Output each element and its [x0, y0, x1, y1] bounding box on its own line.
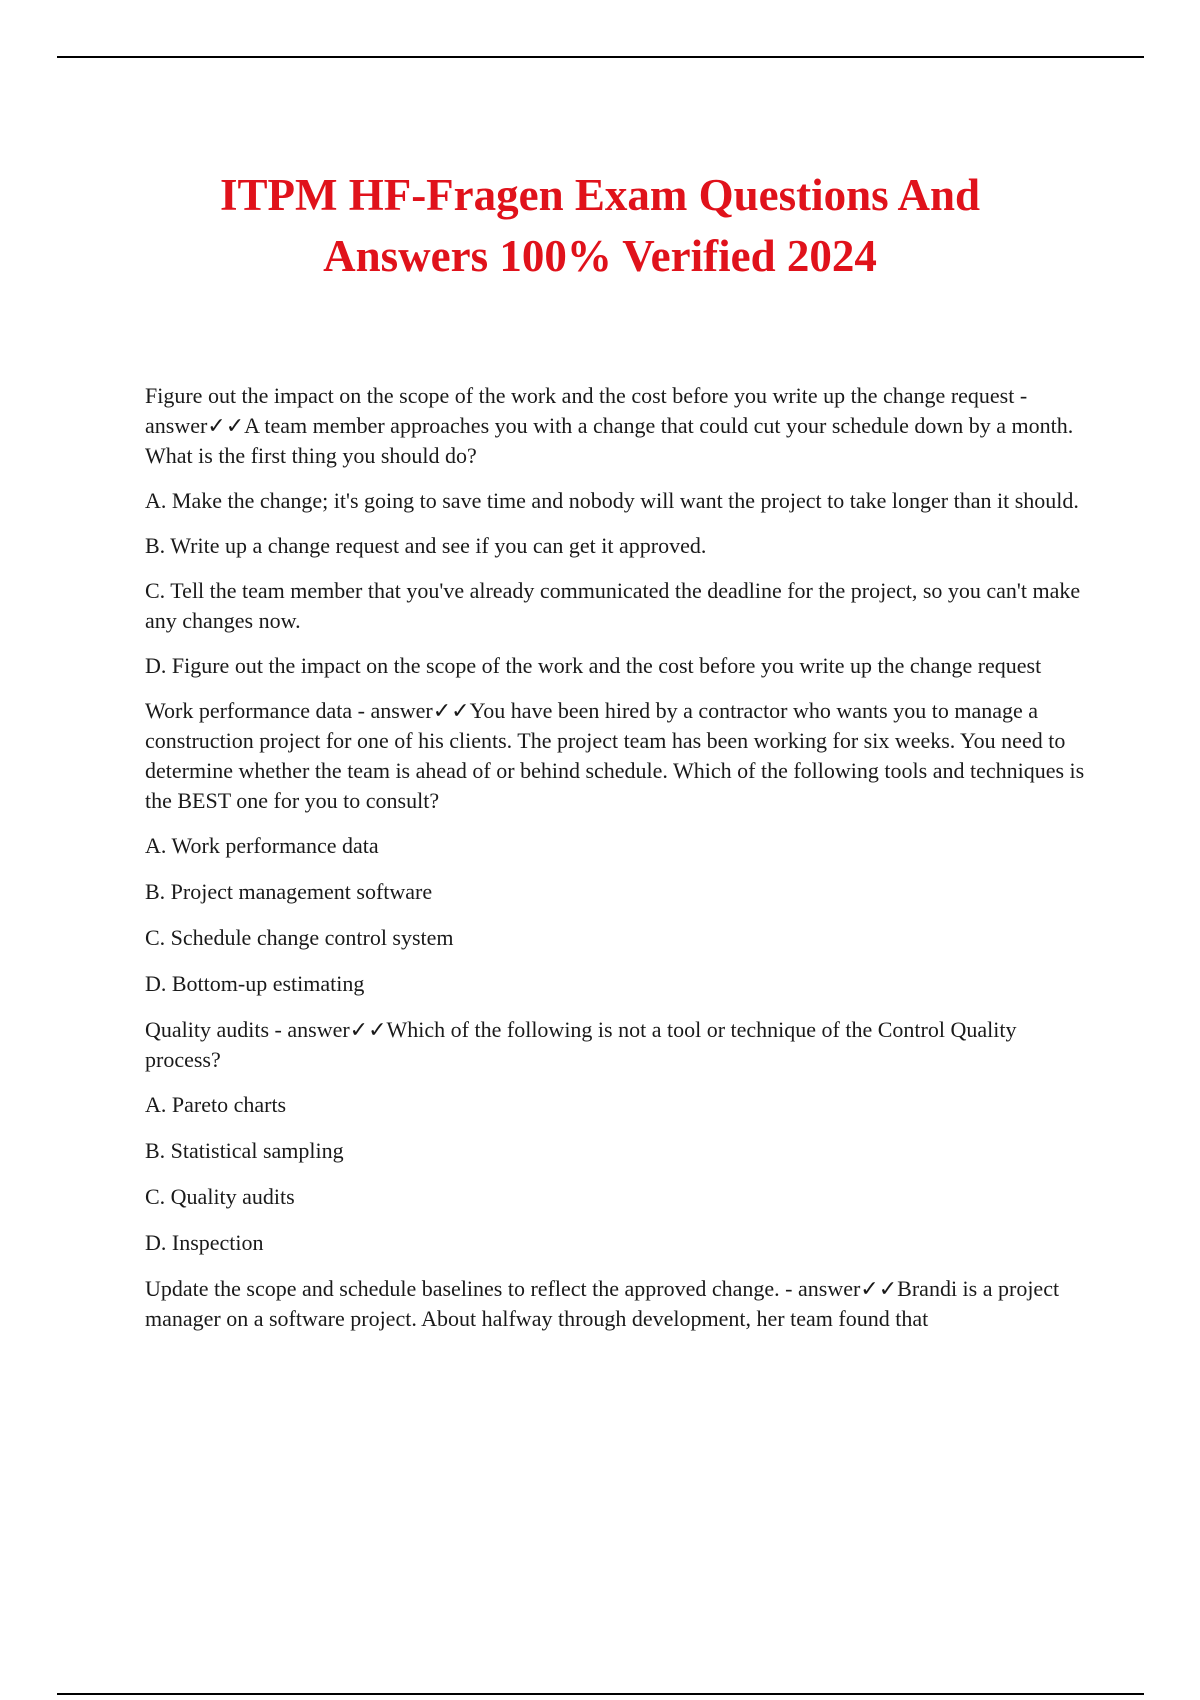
answer-option: D. Figure out the impact on the scope of the work and the cost before you write up the change request	[145, 653, 1042, 678]
answer-option: B. Project management software	[145, 879, 433, 904]
document-body	[145, 381, 1090, 1349]
question-paragraph: Quality audits - answer✓✓Which of the following is not a tool or technique of the Control Quality process?	[145, 1017, 1017, 1072]
answer-option: B. Statistical sampling	[145, 1138, 344, 1163]
answer-option: A. Work performance data	[145, 833, 379, 858]
answer-option: A. Pareto charts	[145, 1092, 287, 1117]
question-paragraph: Update the scope and schedule baselines to reflect the approved change. - answer✓✓Brandi is a project manager on a software project. About halfway through development, her team found that	[145, 1276, 1060, 1331]
bottom-rule	[57, 1693, 1144, 1695]
question-paragraph: Work performance data - answer✓✓You have been hired by a contractor who wants you to manage a construction project for one of his clients. The project team has been working for six weeks. You need to determine whether the team is ahead of or behind schedule. Which of the following tools and techniques is the BEST one for you to consult?	[145, 698, 1085, 813]
answer-option: B. Write up a change request and see if you can get it approved.	[145, 533, 707, 558]
question-paragraph: Figure out the impact on the scope of the work and the cost before you write up the change request - answer✓✓A team member approaches you with a change that could cut your schedule down by a month. What is the first thing you should do?	[145, 383, 1074, 468]
answer-option: C. Tell the team member that you've already communicated the deadline for the project, so you can't make any changes now.	[145, 578, 1081, 633]
document-title	[0, 165, 1200, 287]
title-line-1: ITPM HF-Fragen Exam Questions And	[219, 170, 981, 220]
title-line-2: Answers 100% Verified 2024	[323, 231, 877, 281]
answer-option: D. Bottom-up estimating	[145, 971, 365, 996]
top-rule	[57, 56, 1144, 58]
answer-option: D. Inspection	[145, 1230, 264, 1255]
answer-option: C. Schedule change control system	[145, 925, 454, 950]
answer-option: C. Quality audits	[145, 1184, 295, 1209]
answer-option: A. Make the change; it's going to save time and nobody will want the project to take longer than it should.	[145, 488, 1079, 513]
